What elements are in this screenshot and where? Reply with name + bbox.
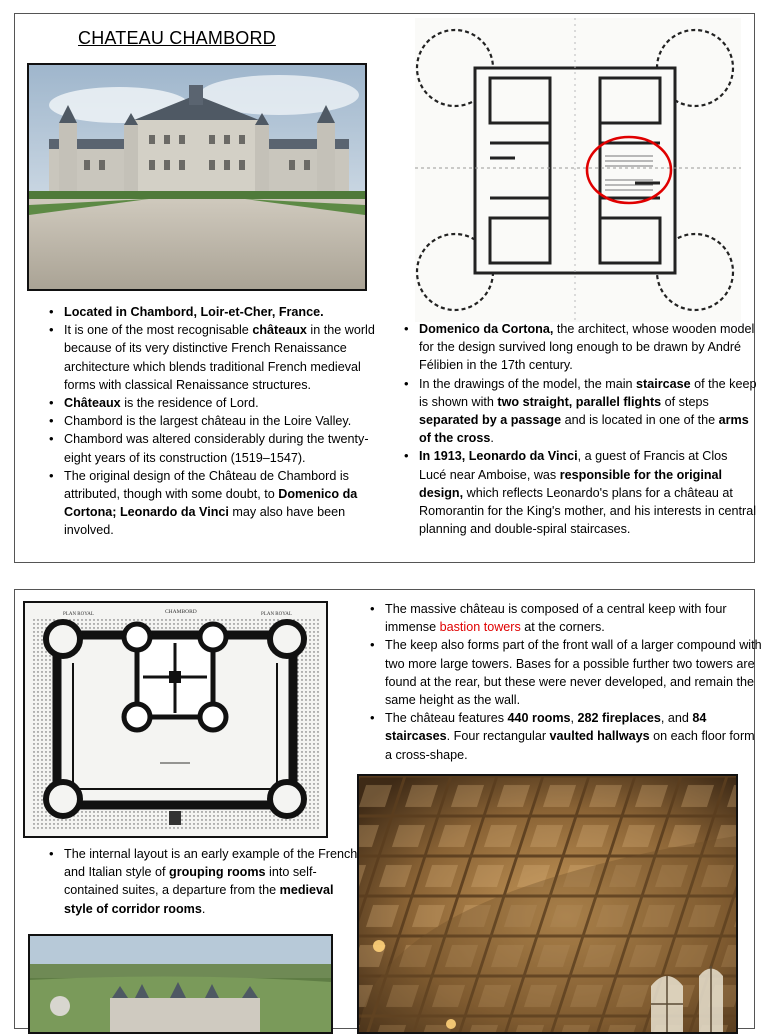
chateau-front-photo (27, 63, 367, 291)
text-run: separated by a passage (419, 413, 562, 428)
keep-floor-plan-sketch (415, 18, 741, 322)
text-run: The massive château is composed of a central keep with four immense (385, 602, 727, 635)
plan-label-left: PLAN ROYAL (63, 612, 94, 617)
bullet-leonardo (419, 447, 757, 538)
text-run: . Four rectangular (446, 729, 550, 744)
vaulted-hallway-photo (357, 774, 738, 1034)
text-run: In 1913, Leonardo da Vinci (419, 449, 578, 464)
text-run: and is located in one of the (561, 413, 719, 428)
text-run: medieval style of corridor rooms (64, 883, 334, 916)
slide-title: CHATEAU CHAMBORD (78, 28, 276, 48)
text-run: may also have been involved. (64, 505, 346, 538)
text-run: The original design of the Château de Chambord is attributed, though with some doubt, to (64, 468, 349, 502)
text-run: two straight, parallel flights (497, 394, 662, 409)
text-run: in the world because of its very distinctive French Renaissance architecture which blends traditional French medieval forms with classical Renaissance structures. (64, 323, 375, 392)
text-run: grouping rooms (169, 865, 266, 880)
text-run: responsible for the original design, (419, 467, 723, 500)
bullet-front-wall (385, 636, 765, 709)
plan-label-center: CHAMBORD (165, 609, 197, 615)
text-run: which reflects Leonardo's plans for a château at Romorantin for the King's mother, and his interests in central planning and double-spiral staircases. (419, 485, 757, 537)
text-run: Chambord, Loir-et-Cher, France. (130, 305, 324, 319)
royal-plan-illustration (25, 603, 326, 836)
text-run: of steps (661, 394, 709, 409)
text-run: châteaux (252, 323, 307, 338)
text-run: The château features (385, 711, 508, 726)
text-run: on each floor form a cross-shape. (385, 729, 755, 762)
bullet-features (385, 709, 765, 764)
slide-chateau-intro (14, 13, 755, 563)
text-run: , (570, 711, 578, 726)
text-run: arms of the cross (419, 413, 749, 446)
text-run: 282 fireplaces (577, 711, 661, 726)
bullet-recognisable (64, 321, 394, 394)
text-run: bastion towers (439, 620, 521, 635)
royal-plan-drawing (23, 601, 328, 838)
bullet-cortona (419, 320, 757, 375)
bullet-altered (64, 430, 394, 466)
text-run: of the keep is shown with (419, 376, 757, 409)
bullet-largest (64, 412, 394, 430)
text-run: is the residence of Lord. (120, 396, 259, 411)
text-run: staircase (636, 376, 691, 391)
plan-label-right: PLAN ROYAL (261, 612, 292, 617)
text-run: . (201, 901, 206, 916)
text-run: Châteaux (64, 396, 121, 411)
text-run: 84 staircases (385, 711, 707, 744)
text-run: . (490, 431, 494, 446)
text-run: 440 rooms (507, 711, 571, 726)
text-run: at the corners. (520, 620, 605, 635)
text-run: It is one of the most recognisable (64, 323, 253, 338)
text-run: In the drawings of the model, the main (419, 376, 637, 391)
text-run: The internal layout is an early example of the French and Italian style of (64, 847, 358, 880)
bullet-residence (64, 394, 394, 412)
slide1-left-bullets (46, 303, 394, 540)
text-run: Chambord is the largest château in the Loire Valley. (64, 414, 352, 429)
text-run: the architect, whose wooden model for the design survived long enough to be drawn by André Félibien in the 17th century. (419, 322, 755, 373)
text-run: , a guest of Francis at Clos Lucé near Amboise, was (419, 449, 728, 482)
text-run: vaulted hallways (549, 729, 650, 744)
text-run: Chambord was altered considerably during the twenty-eight years of its construction (1519–1547). (64, 432, 369, 465)
slide1-right-bullets (401, 320, 757, 538)
vaulted-ceiling-illustration (359, 776, 736, 1032)
bullet-location (64, 303, 394, 321)
slide-chateau-layout (14, 589, 762, 1029)
aerial-illustration (30, 936, 331, 1032)
bullet-original-design (64, 467, 394, 540)
chateau-front-illustration (29, 65, 365, 289)
text-run: Domenico da Cortona, (419, 322, 554, 336)
text-run: Domenico da Cortona; Leonardo da Vinci (64, 487, 358, 520)
bullet-staircase (419, 375, 757, 448)
slide2-left-bullets (46, 845, 360, 918)
text-run: The keep also forms part of the front wall of a larger compound with two more large towers. Bases for a possible further two towers are found at the rear, but these were never developed, and remain the same height as the wall. (385, 638, 762, 708)
bullet-internal-layout (64, 845, 360, 918)
bullet-keep (385, 600, 765, 636)
floor-plan-illustration (415, 18, 741, 322)
text-run: into self-contained suites, a departure from the (64, 865, 317, 898)
text-run: , and (660, 711, 693, 726)
slide2-right-bullets (367, 600, 765, 764)
text-run: Located in (64, 305, 131, 319)
chateau-aerial-photo (28, 934, 333, 1034)
